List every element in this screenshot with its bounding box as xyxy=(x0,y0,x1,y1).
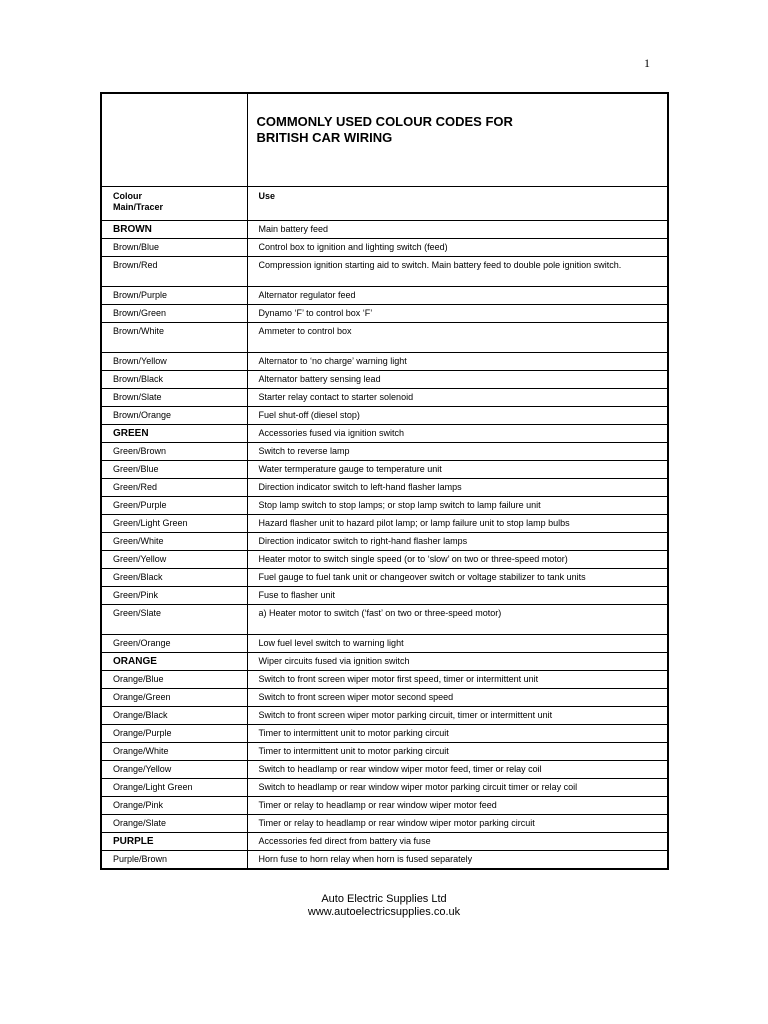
colour-cell: BROWN xyxy=(101,221,247,239)
use-cell: Heater motor to switch single speed (or to ‘slow’ on two or three-speed motor) xyxy=(247,551,668,569)
table-row xyxy=(101,287,668,305)
table-row xyxy=(101,497,668,515)
table-row xyxy=(101,671,668,689)
table-row xyxy=(101,323,668,353)
colour-cell: Brown/Purple xyxy=(101,287,247,305)
colour-cell: Brown/Black xyxy=(101,371,247,389)
table-row xyxy=(101,815,668,833)
table-row xyxy=(101,707,668,725)
use-column-header: Use xyxy=(247,187,668,221)
use-cell: Accessories fed direct from battery via fuse xyxy=(247,833,668,851)
colour-cell: Green/Slate xyxy=(101,605,247,635)
colour-column-header xyxy=(101,187,247,221)
colour-cell: Green/Pink xyxy=(101,587,247,605)
table-row xyxy=(101,569,668,587)
footer-website: www.autoelectricsupplies.co.uk xyxy=(307,906,461,918)
footer-company: Auto Electric Supplies Ltd xyxy=(321,893,447,905)
use-cell: Fuse to flasher unit xyxy=(247,587,668,605)
colour-header-line-1: Colour xyxy=(113,191,142,201)
colour-cell: Green/Red xyxy=(101,479,247,497)
document-title xyxy=(247,93,668,187)
colour-cell: Orange/Light Green xyxy=(101,779,247,797)
colour-cell: Green/Light Green xyxy=(101,515,247,533)
colour-cell: Green/Purple xyxy=(101,497,247,515)
colour-cell: Orange/Slate xyxy=(101,815,247,833)
colour-cell: Green/Yellow xyxy=(101,551,247,569)
colour-cell: Green/Black xyxy=(101,569,247,587)
title-blank-cell xyxy=(101,93,247,187)
table-row xyxy=(101,305,668,323)
colour-cell: Orange/Black xyxy=(101,707,247,725)
colour-cell: Brown/Green xyxy=(101,305,247,323)
colour-cell: Brown/Blue xyxy=(101,239,247,257)
colour-cell: Brown/Slate xyxy=(101,389,247,407)
table-row xyxy=(101,443,668,461)
table-row xyxy=(101,479,668,497)
table-row xyxy=(101,761,668,779)
colour-cell: Green/Blue xyxy=(101,461,247,479)
table-row xyxy=(101,257,668,287)
header-row xyxy=(101,187,668,221)
table-row xyxy=(101,689,668,707)
page-number: 1 xyxy=(644,56,650,70)
colour-cell: GREEN xyxy=(101,425,247,443)
use-cell: Hazard flasher unit to hazard pilot lamp; or lamp failure unit to stop lamp bulbs xyxy=(247,515,668,533)
use-cell: Alternator battery sensing lead xyxy=(247,371,668,389)
use-cell: Horn fuse to horn relay when horn is fused separately xyxy=(247,851,668,869)
use-cell: Switch to reverse lamp xyxy=(247,443,668,461)
table-row xyxy=(101,371,668,389)
table-row xyxy=(101,551,668,569)
colour-code-table xyxy=(100,92,669,870)
use-cell: Timer to intermittent unit to motor parking circuit xyxy=(247,743,668,761)
use-cell: Water termperature gauge to temperature unit xyxy=(247,461,668,479)
use-cell: Alternator to ‘no charge’ warning light xyxy=(247,353,668,371)
use-cell: Starter relay contact to starter solenoid xyxy=(247,389,668,407)
title-row xyxy=(101,93,668,187)
title-line-1: COMMONLY USED COLOUR CODES FOR xyxy=(256,114,513,129)
use-cell: Main battery feed xyxy=(247,221,668,239)
use-cell: Stop lamp switch to stop lamps; or stop lamp switch to lamp failure unit xyxy=(247,497,668,515)
table-row xyxy=(101,353,668,371)
table-row xyxy=(101,635,668,653)
footer xyxy=(0,893,768,919)
colour-cell: Orange/Blue xyxy=(101,671,247,689)
table-row xyxy=(101,851,668,869)
table-row xyxy=(101,653,668,671)
use-cell: Control box to ignition and lighting switch (feed) xyxy=(247,239,668,257)
use-cell: Ammeter to control box xyxy=(247,323,668,353)
colour-cell: Green/Orange xyxy=(101,635,247,653)
use-cell: Timer or relay to headlamp or rear window wiper motor parking circuit xyxy=(247,815,668,833)
table-row xyxy=(101,461,668,479)
use-cell: Direction indicator switch to right-hand flasher lamps xyxy=(247,533,668,551)
use-cell: Fuel shut-off (diesel stop) xyxy=(247,407,668,425)
table-row xyxy=(101,797,668,815)
colour-cell: Orange/Yellow xyxy=(101,761,247,779)
use-cell: Direction indicator switch to left-hand flasher lamps xyxy=(247,479,668,497)
use-cell: Switch to front screen wiper motor second speed xyxy=(247,689,668,707)
table-row xyxy=(101,725,668,743)
table-row xyxy=(101,425,668,443)
colour-cell: Brown/Yellow xyxy=(101,353,247,371)
colour-cell: Green/Brown xyxy=(101,443,247,461)
use-cell: Timer or relay to headlamp or rear window wiper motor feed xyxy=(247,797,668,815)
colour-cell: Orange/Pink xyxy=(101,797,247,815)
colour-header-line-2: Main/Tracer xyxy=(113,202,164,212)
table-row xyxy=(101,533,668,551)
use-cell: Switch to headlamp or rear window wiper motor feed, timer or relay coil xyxy=(247,761,668,779)
table-row xyxy=(101,515,668,533)
colour-cell: Brown/Orange xyxy=(101,407,247,425)
colour-cell: Orange/Purple xyxy=(101,725,247,743)
colour-cell: Orange/White xyxy=(101,743,247,761)
use-cell: Switch to front screen wiper motor parking circuit, timer or intermittent unit xyxy=(247,707,668,725)
use-cell: Fuel gauge to fuel tank unit or changeover switch or voltage stabilizer to tank units xyxy=(247,569,668,587)
use-cell: a) Heater motor to switch (‘fast’ on two or three-speed motor) xyxy=(247,605,668,635)
use-cell: Timer to intermittent unit to motor parking circuit xyxy=(247,725,668,743)
table-row xyxy=(101,389,668,407)
use-cell: Compression ignition starting aid to switch. Main battery feed to double pole ignition switch. xyxy=(247,257,668,287)
colour-cell: ORANGE xyxy=(101,653,247,671)
use-cell: Wiper circuits fused via ignition switch xyxy=(247,653,668,671)
use-cell: Accessories fused via ignition switch xyxy=(247,425,668,443)
table-row xyxy=(101,587,668,605)
table-row xyxy=(101,833,668,851)
use-cell: Switch to front screen wiper motor first speed, timer or intermittent unit xyxy=(247,671,668,689)
table-row xyxy=(101,239,668,257)
table-row xyxy=(101,407,668,425)
colour-cell: Green/White xyxy=(101,533,247,551)
colour-cell: Brown/White xyxy=(101,323,247,353)
table-row xyxy=(101,605,668,635)
use-cell: Low fuel level switch to warning light xyxy=(247,635,668,653)
colour-cell: PURPLE xyxy=(101,833,247,851)
colour-cell: Orange/Green xyxy=(101,689,247,707)
use-cell: Alternator regulator feed xyxy=(247,287,668,305)
colour-cell: Brown/Red xyxy=(101,257,247,287)
table-row xyxy=(101,779,668,797)
title-line-2: BRITISH CAR WIRING xyxy=(256,130,393,145)
table-row xyxy=(101,743,668,761)
use-cell: Switch to headlamp or rear window wiper motor parking circuit timer or relay coil xyxy=(247,779,668,797)
use-cell: Dynamo ‘F’ to control box ‘F’ xyxy=(247,305,668,323)
table-row xyxy=(101,221,668,239)
colour-cell: Purple/Brown xyxy=(101,851,247,869)
